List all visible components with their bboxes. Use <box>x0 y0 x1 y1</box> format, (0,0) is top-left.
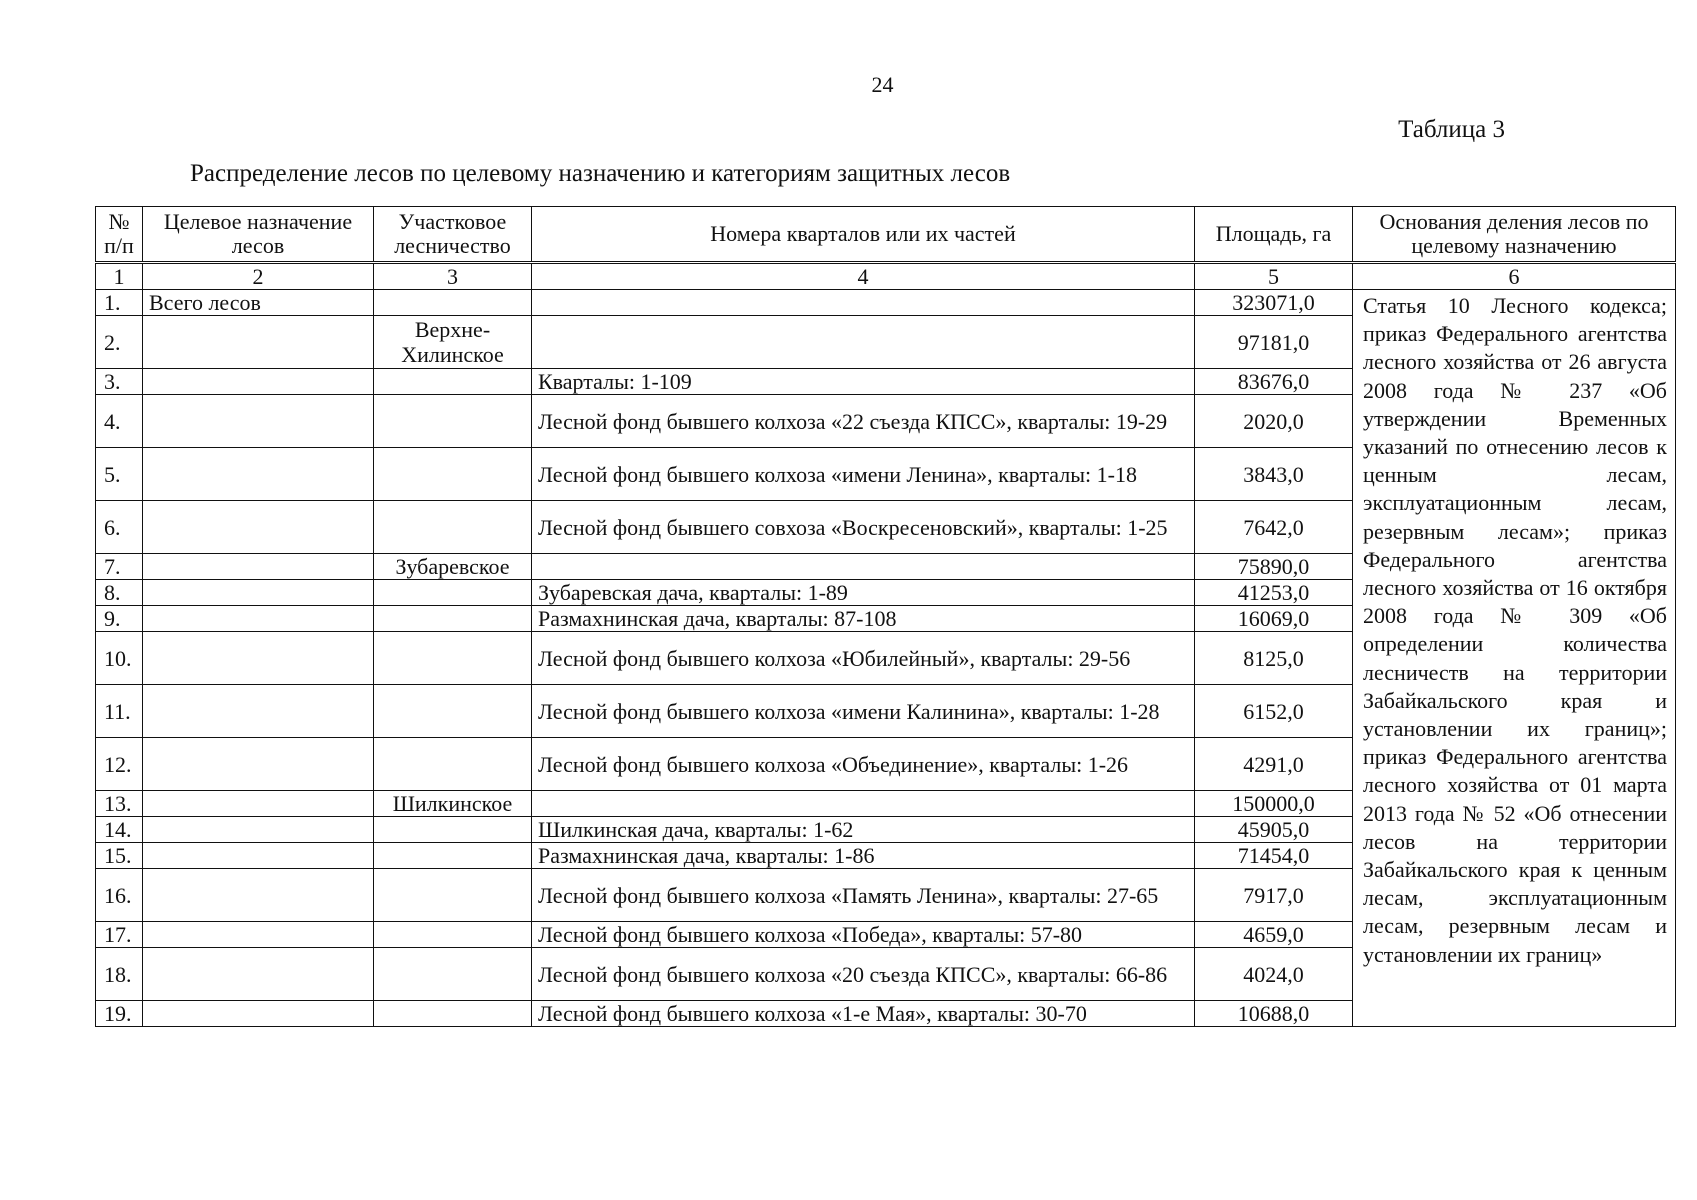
row-purpose <box>143 369 374 395</box>
row-number: 15. <box>96 843 143 869</box>
row-quarters <box>532 316 1195 369</box>
row-district: Шилкинское <box>374 791 532 817</box>
row-number: 3. <box>96 369 143 395</box>
row-district <box>374 1001 532 1027</box>
row-number: 18. <box>96 948 143 1001</box>
table-title: Распределение лесов по целевому назначению и категориям защитных лесов <box>190 160 1011 187</box>
table-row <box>96 290 1676 316</box>
row-district <box>374 290 532 316</box>
row-purpose <box>143 791 374 817</box>
row-district <box>374 843 532 869</box>
row-purpose <box>143 606 374 632</box>
column-number: 1 <box>96 263 143 290</box>
row-district <box>374 448 532 501</box>
row-purpose <box>143 580 374 606</box>
row-purpose <box>143 1001 374 1027</box>
row-purpose <box>143 501 374 554</box>
row-area: 83676,0 <box>1195 369 1353 395</box>
page-number: 24 <box>871 72 894 97</box>
table-caption: Таблица 3 <box>1398 116 1505 143</box>
row-quarters: Размахнинская дача, кварталы: 87-108 <box>532 606 1195 632</box>
row-district <box>374 869 532 922</box>
row-district <box>374 395 532 448</box>
row-purpose <box>143 316 374 369</box>
row-district <box>374 632 532 685</box>
row-purpose <box>143 685 374 738</box>
row-purpose <box>143 738 374 791</box>
row-district <box>374 501 532 554</box>
row-number: 11. <box>96 685 143 738</box>
row-number: 12. <box>96 738 143 791</box>
row-number: 1. <box>96 290 143 316</box>
row-number: 4. <box>96 395 143 448</box>
row-district <box>374 817 532 843</box>
row-quarters: Лесной фонд бывшего совхоза «Воскресеновский», кварталы: 1-25 <box>532 501 1195 554</box>
row-number: 6. <box>96 501 143 554</box>
row-quarters: Лесной фонд бывшего колхоза «Юбилейный», кварталы: 29-56 <box>532 632 1195 685</box>
row-purpose <box>143 554 374 580</box>
header-quarters: Номера кварталов или их частей <box>532 207 1195 263</box>
row-area: 45905,0 <box>1195 817 1353 843</box>
row-quarters <box>532 290 1195 316</box>
row-area: 75890,0 <box>1195 554 1353 580</box>
row-number: 9. <box>96 606 143 632</box>
header-area: Площадь, га <box>1195 207 1353 263</box>
row-purpose <box>143 922 374 948</box>
row-area: 6152,0 <box>1195 685 1353 738</box>
row-number: 14. <box>96 817 143 843</box>
row-number: 16. <box>96 869 143 922</box>
forest-distribution-table <box>95 206 1676 1027</box>
row-quarters: Шилкинская дача, кварталы: 1-62 <box>532 817 1195 843</box>
row-area: 323071,0 <box>1195 290 1353 316</box>
row-district <box>374 580 532 606</box>
row-district <box>374 606 532 632</box>
row-district <box>374 922 532 948</box>
row-district <box>374 369 532 395</box>
header-no: № п/п <box>96 207 143 263</box>
row-quarters: Лесной фонд бывшего колхоза «22 съезда КПСС», кварталы: 19-29 <box>532 395 1195 448</box>
column-number: 3 <box>374 263 532 290</box>
row-area: 150000,0 <box>1195 791 1353 817</box>
row-purpose <box>143 632 374 685</box>
row-area: 3843,0 <box>1195 448 1353 501</box>
row-area: 4291,0 <box>1195 738 1353 791</box>
header-row <box>96 207 1676 263</box>
row-purpose <box>143 817 374 843</box>
row-purpose <box>143 448 374 501</box>
column-number-row <box>96 263 1676 290</box>
row-number: 8. <box>96 580 143 606</box>
row-district <box>374 948 532 1001</box>
row-district <box>374 685 532 738</box>
row-quarters: Лесной фонд бывшего колхоза «1-е Мая», кварталы: 30-70 <box>532 1001 1195 1027</box>
row-number: 17. <box>96 922 143 948</box>
row-area: 4024,0 <box>1195 948 1353 1001</box>
basis-text: Статья 10 Лесного кодекса; приказ Федерального агентства лесного хозяйства от 26 августа 2008 года № 237 «Об утверждении Временных указаний по отнесению лесов к ценным лесам, эксплуатационным лесам, резервным лесам»; приказ Федерального агентства лесного хозяйства от 16 октября 2008 года № 309 «Об определении количества лесничеств на территории Забайкальского края и установлении их границ»; приказ Федерального агентства лесного хозяйства от 01 марта 2013 года № 52 «Об отнесении лесов на территории Забайкальского края к ценным лесам, эксплуатационным лесам, резервным лесам и установлении их границ» <box>1353 290 1676 1027</box>
row-quarters: Размахнинская дача, кварталы: 1-86 <box>532 843 1195 869</box>
row-quarters: Зубаревская дача, кварталы: 1-89 <box>532 580 1195 606</box>
column-number: 4 <box>532 263 1195 290</box>
row-area: 41253,0 <box>1195 580 1353 606</box>
row-purpose: Всего лесов <box>143 290 374 316</box>
column-number: 2 <box>143 263 374 290</box>
row-quarters: Лесной фонд бывшего колхоза «Память Ленина», кварталы: 27-65 <box>532 869 1195 922</box>
row-quarters: Кварталы: 1-109 <box>532 369 1195 395</box>
row-area: 8125,0 <box>1195 632 1353 685</box>
row-purpose <box>143 843 374 869</box>
column-number: 6 <box>1353 263 1676 290</box>
row-number: 13. <box>96 791 143 817</box>
row-quarters: Лесной фонд бывшего колхоза «Объединение», кварталы: 1-26 <box>532 738 1195 791</box>
row-district: Зубаревское <box>374 554 532 580</box>
row-area: 10688,0 <box>1195 1001 1353 1027</box>
row-area: 2020,0 <box>1195 395 1353 448</box>
row-district <box>374 738 532 791</box>
row-purpose <box>143 948 374 1001</box>
row-number: 5. <box>96 448 143 501</box>
column-number: 5 <box>1195 263 1353 290</box>
row-area: 7642,0 <box>1195 501 1353 554</box>
row-number: 19. <box>96 1001 143 1027</box>
row-quarters <box>532 554 1195 580</box>
row-purpose <box>143 395 374 448</box>
row-district: Верхне-Хилинское <box>374 316 532 369</box>
row-quarters: Лесной фонд бывшего колхоза «20 съезда КПСС», кварталы: 66-86 <box>532 948 1195 1001</box>
row-quarters <box>532 791 1195 817</box>
row-area: 71454,0 <box>1195 843 1353 869</box>
row-number: 7. <box>96 554 143 580</box>
row-quarters: Лесной фонд бывшего колхоза «имени Ленина», кварталы: 1-18 <box>532 448 1195 501</box>
row-area: 4659,0 <box>1195 922 1353 948</box>
row-area: 97181,0 <box>1195 316 1353 369</box>
row-area: 7917,0 <box>1195 869 1353 922</box>
row-quarters: Лесной фонд бывшего колхоза «Победа», кварталы: 57-80 <box>532 922 1195 948</box>
row-number: 10. <box>96 632 143 685</box>
header-basis: Основания деления лесов по целевому назначению <box>1353 207 1676 263</box>
header-district: Участковое лесничество <box>374 207 532 263</box>
row-number: 2. <box>96 316 143 369</box>
row-area: 16069,0 <box>1195 606 1353 632</box>
header-purpose: Целевое назначение лесов <box>143 207 374 263</box>
row-quarters: Лесной фонд бывшего колхоза «имени Калинина», кварталы: 1-28 <box>532 685 1195 738</box>
row-purpose <box>143 869 374 922</box>
